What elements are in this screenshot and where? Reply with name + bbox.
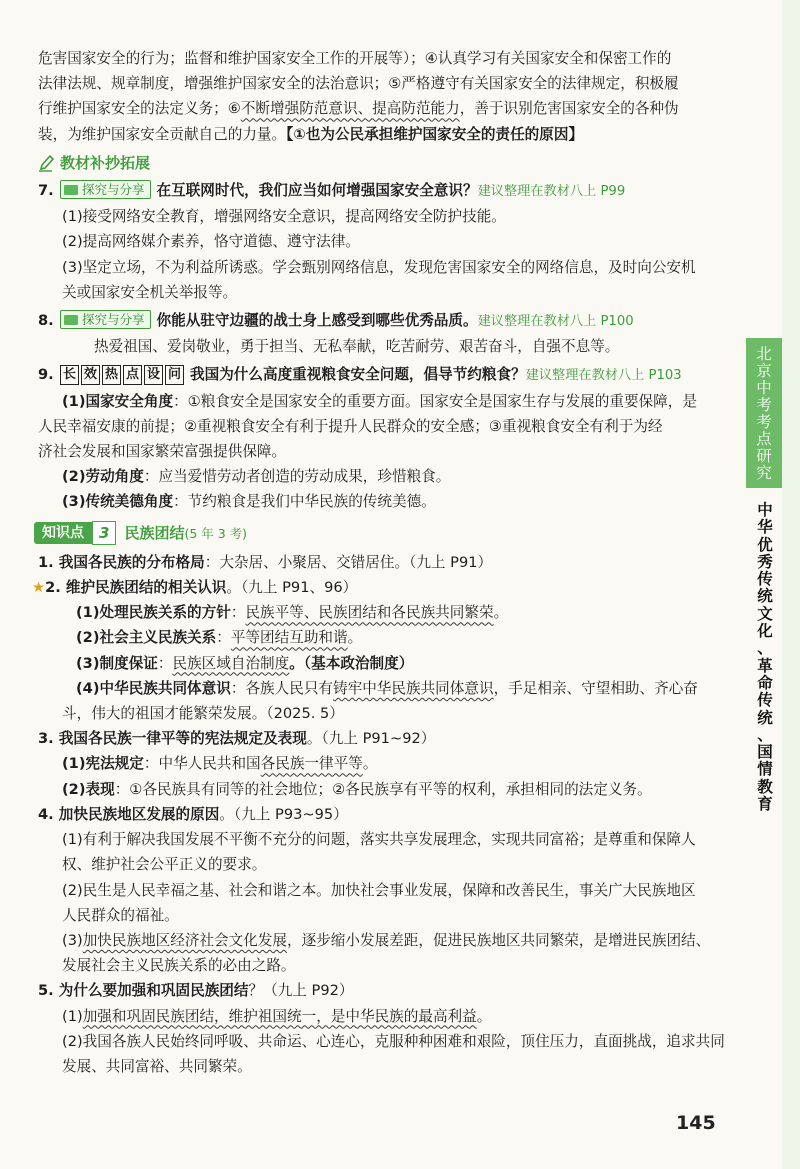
star-icon: ★: [32, 579, 46, 597]
answer-line: 权、维护社会公平正义的要求。: [62, 856, 267, 874]
key-phrase: 不断增强防范意识、提高防范能力: [240, 100, 460, 118]
explore-share-tag: 探究与分享: [60, 310, 151, 329]
knowledge-point-badge: 知识点: [34, 522, 92, 544]
answer-line: (3)坚定立场，不为利益所诱惑。学会甄别网络信息，发现危害国家安全的网络信息，及时向公安机: [62, 258, 696, 276]
point-5: 5. 为什么要加强和巩固民族团结？（九上 P92）: [38, 982, 354, 1000]
answer-line: 发展社会主义民族关系的必由之路。: [62, 957, 296, 975]
hot-question-char: 效: [81, 365, 100, 385]
key-phrase: 平等团结互助和谐: [230, 629, 348, 647]
answer-line: 热爱祖国、爱岗敬业，勇于担当、无私奉献，吃苦耐劳、艰苦奋斗，自强不息等。: [94, 338, 620, 356]
textbook-reference: 建议整理在教材八上 P100: [477, 314, 634, 330]
answer-line: (2)劳动角度：应当爱惜劳动者创造的劳动成果，珍惜粮食。: [62, 468, 451, 486]
intro-line: 行维护国家安全的法定义务；⑥不断增强防范意识、提高防范能力，善于识别危害国家安全的各种伪: [38, 100, 679, 118]
answer-line: 发展、共同富裕、共同繁荣。: [62, 1057, 252, 1075]
pencil-icon: [38, 154, 54, 172]
hot-question-char: 长: [60, 365, 79, 385]
side-chapter-title: 中 华 优 秀 传 统 文 化 、 革 命 传 统 、 国 情 教 育: [757, 501, 773, 814]
answer-line: (1)宪法规定：中华人民共和国各民族一律平等。: [62, 755, 378, 773]
hot-question-char: 热: [102, 365, 121, 385]
answer-line: 斗，伟大的祖国才能繁荣发展。（2025. 5）: [62, 705, 344, 723]
point-4: 4. 加快民族地区发展的原因。（九上 P93~95）: [38, 805, 348, 823]
right-margin-strip: [782, 0, 800, 1169]
answer-line: (2)表现：①各民族具有同等的社会地位；②各民族享有平等的权利，承担相同的法定义务。: [62, 780, 652, 798]
knowledge-point-number: 3: [92, 521, 116, 545]
bracket-note: 【①也为公民承担维护国家安全的责任的原因】: [286, 125, 584, 143]
side-tab-beijing: 北 京 中 考 考 点 研 究: [746, 338, 782, 488]
hot-question-char: 设: [144, 365, 163, 385]
question-8: 8. 探究与分享 你能从驻守边疆的战士身上感受到哪些优秀品质。建议整理在教材八上 P100: [38, 312, 634, 330]
intro-line: 危害国家安全的行为；监督和维护国家安全工作的开展等）；④认真学习有关国家安全和保密工作的: [38, 50, 672, 67]
question-7: 7. 探究与分享 在互联网时代，我们应当如何增强国家安全意识？建议整理在教材八上 P99: [38, 182, 626, 200]
answer-line: (3)制度保证：民族区域自治制度。（基本政治制度）: [76, 654, 414, 672]
exam-frequency: (5 年 3 考): [184, 525, 248, 541]
answer-line: (1)有利于解决我国发展不平衡不充分的问题，落实共享发展理念，实现共同富裕；是尊重和保障人: [62, 831, 696, 849]
key-phrase: 民族平等、民族团结和各民族共同繁荣: [245, 604, 494, 622]
book-icon: [64, 315, 78, 325]
knowledge-point-header: [34, 521, 738, 546]
hot-question-char: 点: [123, 365, 142, 385]
hot-question-char: 问: [165, 365, 184, 385]
key-phrase: 加快民族地区经济社会文化发展: [82, 931, 288, 949]
answer-line: (4)中华民族共同体意识：各族人民只有铸牢中华民族共同体意识，手足相亲、守望相助、齐心奋: [76, 679, 698, 697]
point-3: 3. 我国各民族一律平等的宪法规定及表现。（九上 P91~92）: [38, 730, 436, 748]
answer-line: (2)提高网络媒介素养，恪守道德、遵守法律。: [62, 233, 360, 251]
answer-line: (1)接受网络安全教育，增强网络安全意识，提高网络安全防护技能。: [62, 208, 506, 226]
answer-line: (1)处理民族关系的方针：民族平等、民族团结和各民族共同繁荣。: [76, 604, 509, 622]
answer-line: (2)民生是人民幸福之基、社会和谐之本。加快社会事业发展，保障和改善民生，事关广大民族地区: [62, 881, 696, 899]
explore-share-tag: 探究与分享: [60, 180, 151, 199]
key-phrase: 铸牢中华民族共同体意识: [333, 679, 494, 697]
answer-line: (1)国家安全角度：①粮食安全是国家安全的重要方面。国家安全是国家生存与发展的重要保障，是: [62, 392, 697, 410]
answer-line: (3)传统美德角度：节约粮食是我们中华民族的传统美德。: [62, 493, 436, 511]
intro-line: 法律法规、规章制度，增强维护国家安全的法治意识；⑤严格遵守有关国家安全的法律规定，积极履: [38, 75, 679, 93]
point-1: 1. 我国各民族的分布格局：大杂居、小聚居、交错居住。（九上 P91）: [38, 553, 493, 571]
page-number: 145: [676, 1112, 716, 1134]
book-icon: [64, 185, 78, 195]
point-2: ★2. 维护民族团结的相关认识。（九上 P91、96）: [32, 579, 358, 597]
key-phrase: 各民族一律平等: [260, 755, 363, 773]
answer-line: (2)社会主义民族关系：平等团结互助和谐。: [76, 629, 363, 647]
intro-line: 装，为维护国家安全贡献自己的力量。【①也为公民承担维护国家安全的责任的原因】: [38, 125, 584, 143]
question-9: 9. 长 效 热 点 设 问 我国为什么高度重视粮食安全问题，倡导节约粮食？建议整理在教材八上 P103: [38, 366, 682, 384]
textbook-reference: 建议整理在教材八上 P99: [477, 184, 626, 200]
key-phrase: 加强和巩固民族团结，维护祖国统一，是中华民族的最高利益: [82, 1007, 477, 1025]
answer-line: (3)加快民族地区经济社会文化发展，逐步缩小发展差距，促进民族地区共同繁荣，是增进民族团结、: [62, 931, 711, 949]
textbook-reference: 建议整理在教材八上 P103: [525, 368, 682, 384]
knowledge-point-title: 民族团结: [124, 523, 185, 542]
answer-line: 人民群众的福祉。: [62, 906, 179, 924]
answer-line: (1)加强和巩固民族团结，维护祖国统一，是中华民族的最高利益。: [62, 1007, 492, 1025]
answer-line: 人民幸福安康的前提；②重视粮食安全有利于提升人民群众的安全感；③重视粮食安全有利于为经: [38, 417, 663, 435]
answer-line: 关或国家安全机关举报等。: [62, 283, 238, 301]
answer-line: (2)我国各族人民始终同呼吸、共命运、心连心，克服种种困难和艰险，顶住压力，直面挑战，追求共同: [62, 1032, 725, 1050]
section-heading: 教材补抄拓展: [38, 151, 738, 176]
page-content: [32, 46, 738, 1079]
key-phrase: 民族区域自治制度: [172, 654, 290, 672]
answer-line: 济社会发展和国家繁荣富强提供保障。: [38, 443, 287, 461]
